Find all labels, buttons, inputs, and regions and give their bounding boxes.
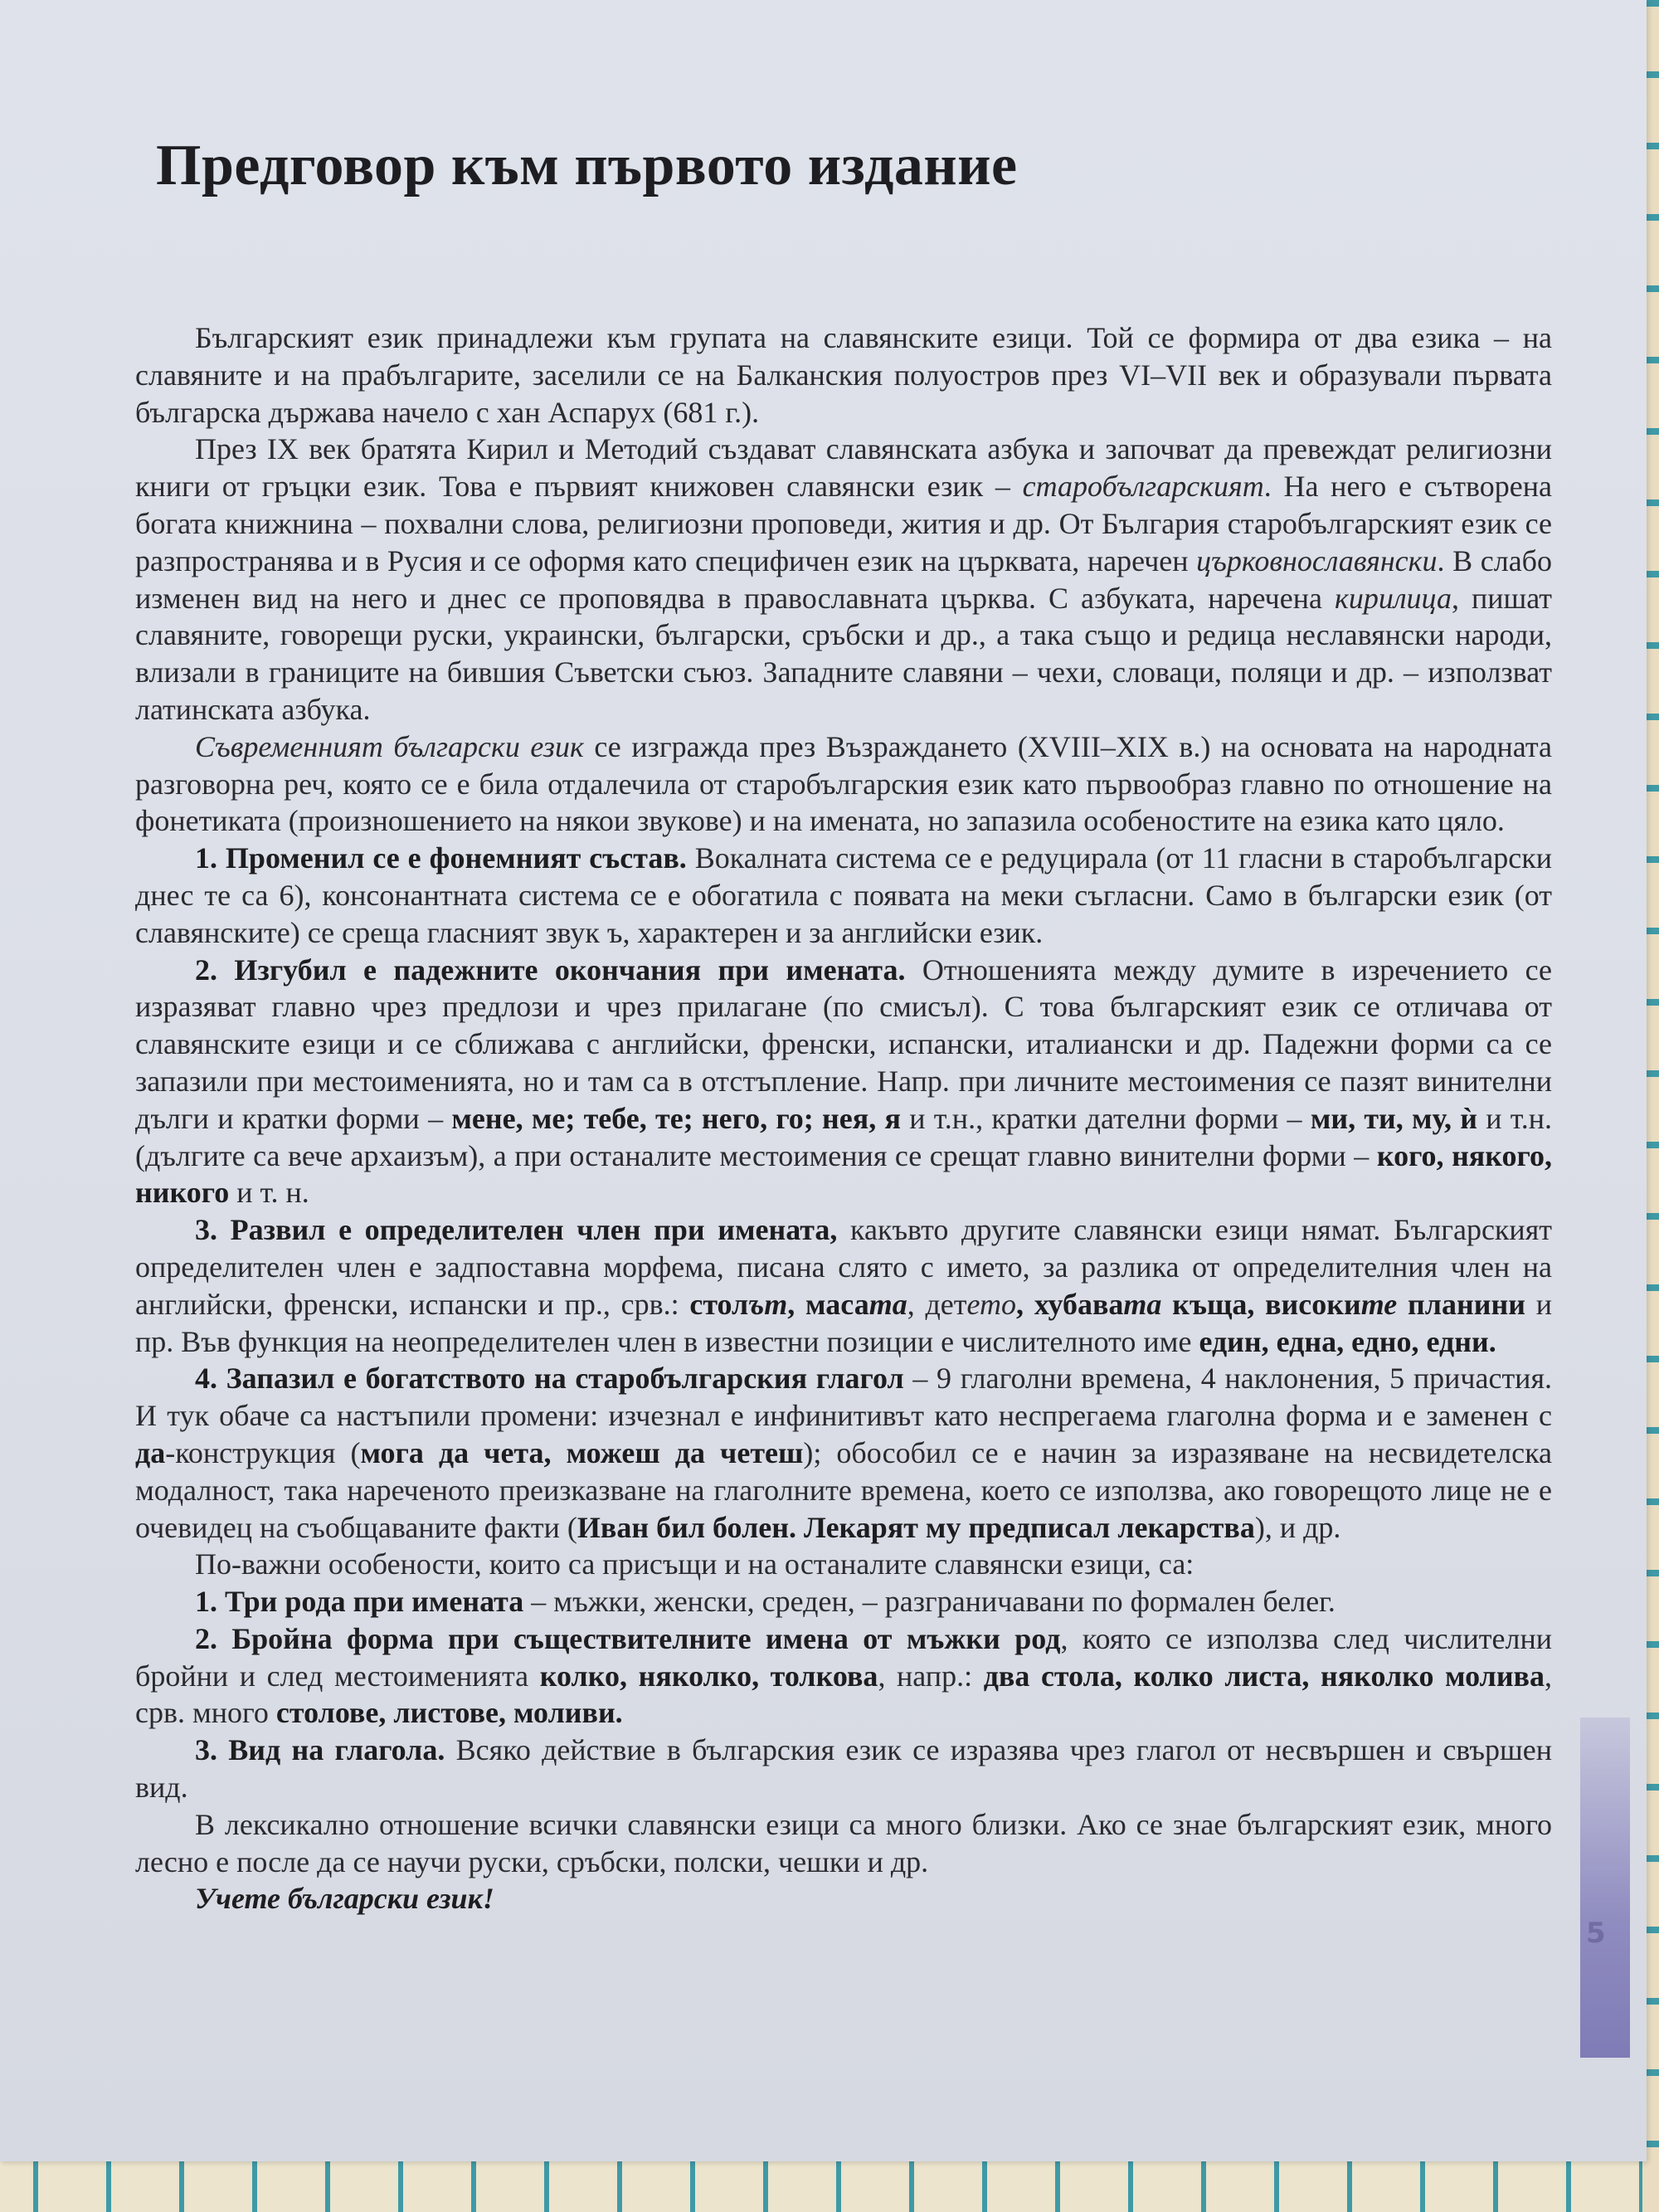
text-run: , която се използва след числителни бройни и след местоименията: [135, 1621, 1552, 1693]
text-run: , дет: [907, 1287, 967, 1321]
text-run: – 9 глаголни времена, 4 наклонения, 5 причастия. И тук обаче са настъпили промени: изчезнал е инфинитивът като неспрегаема глаголна форма и е заменен с: [135, 1362, 1553, 1433]
bold-text: 2. Изгубил е падежните окончания при имената.: [195, 953, 906, 987]
italic-text: църковнославянски: [1196, 543, 1438, 577]
bold-text: ми, ти, му, ѝ: [1310, 1101, 1477, 1135]
paragraph: [135, 1360, 1552, 1546]
text-run: . В слабо изменен вид на него и днес се проповядва в православната църква. С азбуката, наречена: [135, 543, 1552, 615]
text-run: ), и др.: [1254, 1510, 1341, 1544]
bold-text: планини: [1397, 1287, 1525, 1321]
text-run: какъвто другите славянски езици нямат. Българският определителен член е задпоставна морфема, писана слято с името, за разлика от определителния член на английски, френски, испански и пр., срв.:: [135, 1213, 1552, 1321]
paragraph: [135, 1211, 1552, 1360]
italic-text: ето: [966, 1287, 1017, 1321]
bold-text: , маса: [787, 1287, 869, 1321]
paragraph: [135, 319, 1552, 431]
paragraph: [135, 1806, 1552, 1881]
bold-text: един, една, едно, едни.: [1199, 1324, 1496, 1358]
bold-text: два стола, колко листа, няколко молива: [983, 1659, 1545, 1693]
text-run: Българският език принадлежи към групата на славянските езици. Той се формира от два езика – на славяните и на прабългарите, заселили се на Балканския полуостров през VI–VII век и образували първата българска държава начело с хан Аспарух (681 г.).: [135, 321, 1552, 429]
paragraph: [135, 840, 1552, 951]
italic-text: Съвременният български език: [195, 729, 584, 763]
bold-text: кого, някого, никого: [135, 1138, 1553, 1210]
italic-text: старобългарският: [1022, 470, 1264, 504]
bold-text: мене, ме; тебе, те; него, го; нея, я: [451, 1101, 901, 1135]
bold-text: Иван бил болен. Лекарят му предписал лекарства: [577, 1510, 1255, 1544]
bold-text: 3. Вид на глагола.: [195, 1733, 445, 1767]
bold-text: , хубава: [1016, 1287, 1124, 1321]
paragraph: [135, 1620, 1552, 1732]
bold-text: колко, няколко, толкова: [539, 1659, 878, 1693]
bold-text: 4. Запазил е богатството на старобългарския глагол: [195, 1362, 904, 1396]
text-run: се изгражда през Възраждането (XVIII–XIX в.) на основата на народната разговорна реч, която се е била отдалечила от старобългарския език като първообраз главно по отношение на фонетиката (произношението на някои звукове) и на имената, но запазила особеностите на езика като цяло.: [135, 729, 1553, 838]
text-run: Отношенията между думите в изречението се изразяват главно чрез предлози и чрез прилагане (по смисъл). С това българският език се отличава от славянските езици и се сближава с английски, френски, испански, италиански и др. Падежни форми са се запазили при местоименията, но и там са в отстъпление. Напр. при личните местоимения се пазят винителни дълги и кратки форми –: [135, 953, 1552, 1135]
text-run: , срв. много: [135, 1659, 1553, 1730]
text-run: и пр. Във функция на неопределителен член в известни позиции е числителното име: [135, 1287, 1552, 1358]
bold-text: столове, листове, моливи.: [275, 1696, 623, 1730]
paragraph: [135, 1732, 1552, 1806]
text-run: и т.н., кратки дателни форми –: [901, 1101, 1311, 1135]
bold-text: ът: [748, 1287, 788, 1321]
text-run: През IX век братята Кирил и Методий създават славянската азбука и започват да превеждат религиозни книги от гръцки език. Това е първият книжовен славянски език –: [135, 432, 1552, 504]
text-run: Вокалната система се е редуцирала (от 11 гласни в старобългарски днес те са 6), консонантната система се е обогатила с появата на меки съгласни. Само в български език (от славянските) се среща гласният звук ъ, характерен и за английски език.: [135, 841, 1553, 949]
page-number: 5: [1586, 1917, 1606, 1950]
text-run: – мъжки, женски, среден, – разграничавани по формален белег.: [523, 1585, 1335, 1619]
text-run: . На него е сътворена богата книжнина – похвални слова, религиозни проповеди, жития и др. От България старобългарският език се разпространява и в Русия и се оформя като специфичен език на църквата, наречен: [135, 470, 1553, 577]
bold-text: та: [868, 1287, 907, 1321]
bold-text: стол: [689, 1287, 749, 1321]
bold-text: 1. Променил се е фонемният състав.: [195, 841, 687, 875]
text-run: и т.н. (дългите са вече архаизъм), а при останалите местоимения се срещат главно винителни форми –: [135, 1101, 1553, 1172]
text-run: ); обособил се е начин за изразяване на несвидетелска модалност, така нареченото преизказване на глаголните времена, което се използва, ако говорещото лице не е очевидец на съобщаваните факти (: [135, 1435, 1552, 1544]
paragraph: [135, 1546, 1552, 1583]
text-run: и т. н.: [229, 1176, 309, 1210]
text-run: , пишат славяните, говорещи руски, украински, български, сръбски и др., а така също и редица неславянски народи, влизали в границите на бившия Съветски съюз. Западните славяни – чехи, словаци, поляци и др. – използват латинската азбука.: [135, 581, 1553, 726]
text-run: По-важни особености, които са присъщи и на останалите славянски езици, са:: [195, 1547, 1194, 1581]
bold-text: 3. Развил е определителен член при имената,: [195, 1213, 838, 1247]
paragraph: [135, 1880, 1552, 1917]
page-title: Предговор към първото издание: [156, 134, 1018, 197]
bold-text: та: [1123, 1287, 1162, 1321]
bold-text: 1. Три рода при имената: [195, 1585, 524, 1619]
paragraph: [135, 728, 1552, 840]
bold-text: къща, високи: [1161, 1287, 1361, 1321]
text-run: Всяко действие в българския език се изразява чрез глагол от несвършен и свършен вид.: [135, 1733, 1552, 1805]
paragraph: [135, 431, 1552, 728]
page-edge-color-strip: [1580, 1717, 1630, 2058]
body-text: [135, 319, 1552, 1917]
text-run: -конструкция (: [165, 1435, 361, 1469]
bold-text: те: [1360, 1287, 1398, 1321]
graph-paper-background-bottom: [0, 2157, 1659, 2212]
paragraph: [135, 952, 1552, 1212]
bold-text: да: [135, 1435, 166, 1469]
paragraph: [135, 1583, 1552, 1620]
bold-text: 2. Бройна форма при съществителните имена от мъжки род: [195, 1621, 1061, 1655]
text-run: , напр.:: [878, 1659, 984, 1693]
bold-text: мога да чета, можеш да четеш: [360, 1435, 804, 1469]
text-run: В лексикално отношение всички славянски езици са много близки. Ако се знае българският език, много лесно е после да се научи руски, сръбски, полски, чешки и др.: [135, 1807, 1552, 1878]
italic-text: кирилица: [1334, 581, 1452, 615]
bold-text: Учете български език!: [195, 1882, 494, 1916]
